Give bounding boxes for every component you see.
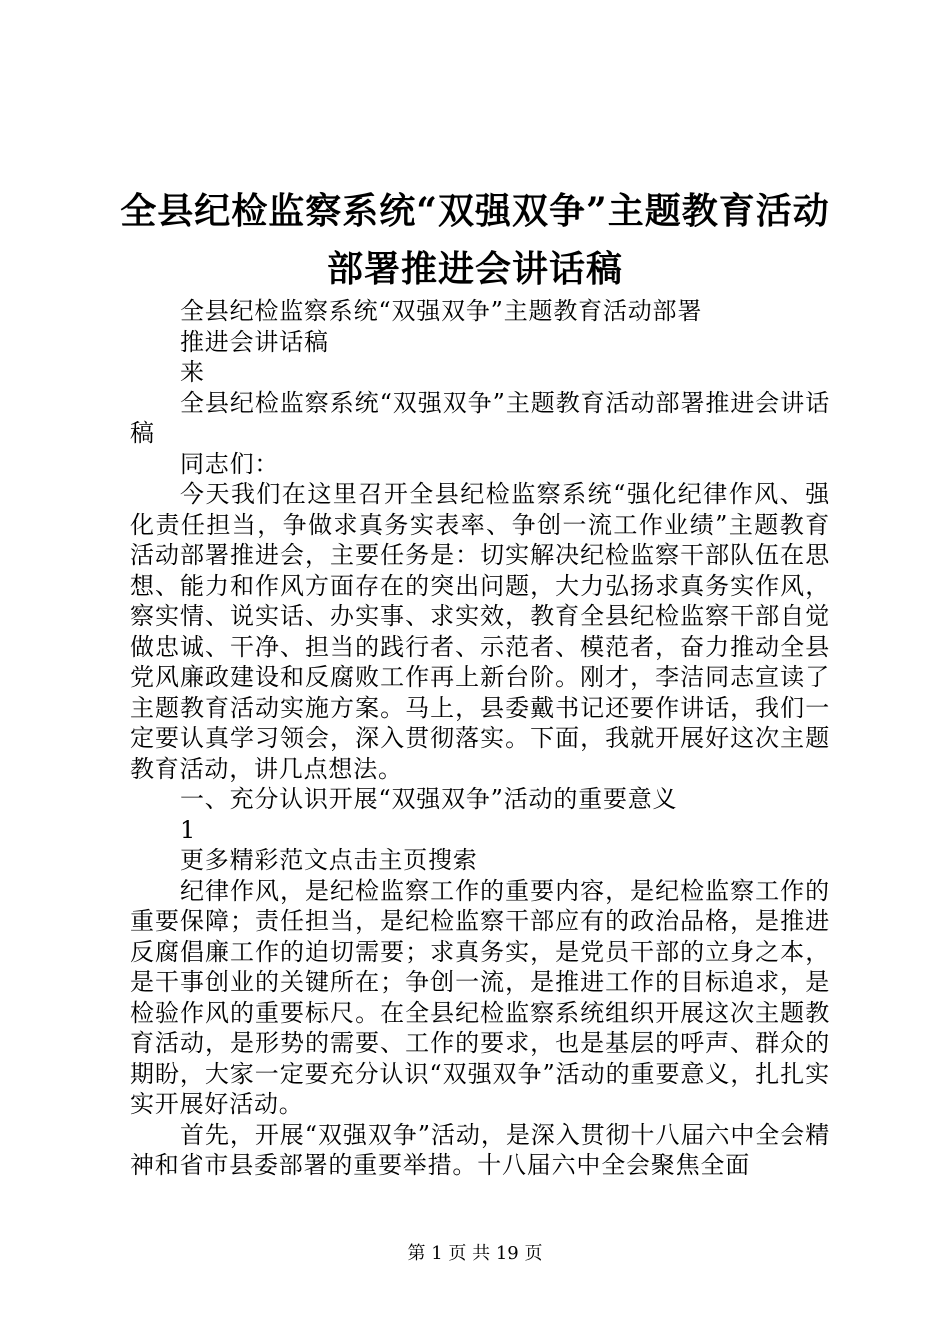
paragraph-title-repeat: 全县纪检监察系统“双强双争”主题教育活动部署推进会讲话稿: [130, 388, 830, 447]
paragraph-first-point: 首先，开展“双强双争”活动，是深入贯彻十八届六中全会精神和省市县委部署的重要举措。十八届六中全会聚焦全面: [130, 1120, 830, 1179]
paragraph-source: 来: [180, 358, 205, 386]
paragraph-salutation: 同志们：: [180, 449, 280, 478]
paragraph-subtitle-1: 全县纪检监察系统“双强双争”主题教育活动部署: [180, 297, 703, 325]
paragraph-number: 1: [180, 815, 197, 844]
paragraph-significance: 纪律作风，是纪检监察工作的重要内容，是纪检监察工作的重要保障；责任担当，是纪检监察干部应有的政治品格，是推进反腐倡廉工作的迫切需要；求真务实，是党员干部的立身之本，是干事创业的关键所在；争创一流，是推进工作的目标追求，是检验作风的重要标尺。在全县纪检监察系统组织开展这次主题教育活动，是形势的需要、工作的要求，也是基层的呼声、群众的期盼，大家一定要充分认识“双强双争”活动的重要意义，扎扎实实开展好活动。: [130, 876, 830, 1118]
document-title-line-1: 全县纪检监察系统“双强双争”主题教育活动: [120, 190, 830, 232]
section-heading-1: 一、充分认识开展“双强双争”活动的重要意义: [180, 785, 678, 813]
paragraph-subtitle-2: 推进会讲话稿: [180, 327, 329, 356]
document-title-line-2: 部署推进会讲话稿: [326, 248, 623, 290]
page-footer: 第 1 页 共 19 页: [407, 1243, 543, 1264]
paragraph-intro: 今天我们在这里召开全县纪检监察系统“强化纪律作风、强化责任担当，争做求真务实表率、争创一流工作业绩”主题教育活动部署推进会，主要任务是：切实解决纪检监察干部队伍在思想、能力和作风方面存在的突出问题，大力弘扬求真务实作风，察实情、说实话、办实事、求实效，教育全县纪检监察干部自觉做忠诚、干净、担当的践行者、示范者、模范者，奋力推动全县党风廉政建设和反腐败工作再上新台阶。刚才，李洁同志宣读了主题教育活动实施方案。马上，县委戴书记还要作讲话，我们一定要认真学习领会，深入贯彻落实。下面，我就开展好这次主题教育活动，讲几点想法。: [130, 480, 830, 783]
promo-text: 更多精彩范文点击主页搜索: [180, 846, 478, 874]
document-body: [130, 296, 830, 1181]
